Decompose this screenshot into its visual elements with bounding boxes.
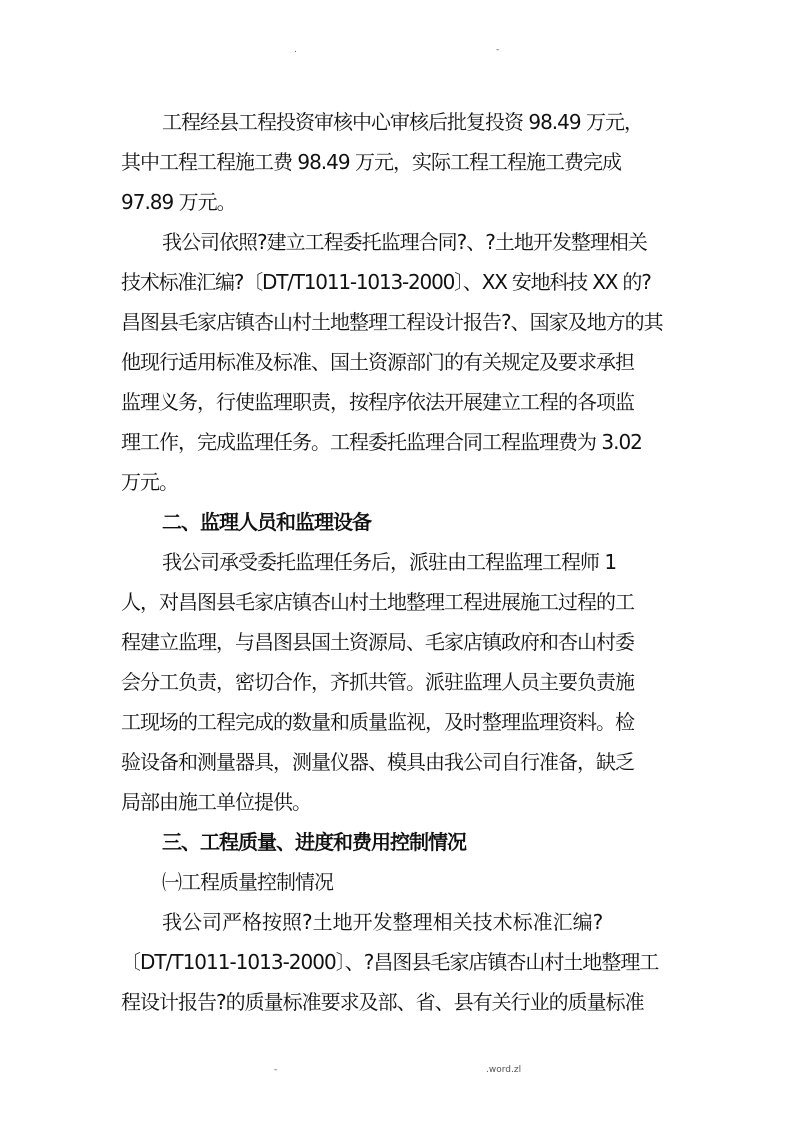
paragraph-line: 工现场的工程完成的数量和质量监视，及时整理监理资料。检	[121, 710, 634, 734]
paragraph-line: 会分工负责，密切合作，齐抓共管。派驻监理人员主要负责施	[121, 670, 634, 694]
paragraph-line: 程设计报告?的质量标准要求及部、省、县有关行业的质量标准	[121, 990, 644, 1014]
paragraph-line: 理工作，完成监理任务。工程委托监理合同工程监理费为 3.02	[121, 430, 642, 454]
paragraph-line: 局部由施工单位提供。	[121, 790, 311, 814]
paragraph-line: 我公司承受委托监理任务后，派驻由工程监理工程师 1	[162, 550, 617, 574]
paragraph-line: 技术标准汇编?〔DT/T1011-1013-2000〕、XX 安地科技 XX 的?	[121, 270, 651, 294]
document-body	[121, 102, 676, 1022]
section-heading: 三、工程质量、进度和费用控制情况	[162, 830, 466, 854]
paragraph-line: 程建立监理，与昌图县国土资源局、毛家店镇政府和杏山村委	[121, 630, 634, 654]
paragraph-line: 97.89 万元。	[121, 190, 236, 214]
subsection-heading: ㈠工程质量控制情况	[162, 870, 333, 894]
paragraph-line: 人，对昌图县毛家店镇杏山村土地整理工程进展施工过程的工	[121, 590, 634, 614]
paragraph-line: 他现行适用标准及标准、国土资源部门的有关规定及要求承担	[121, 350, 634, 374]
paragraph-line: 我公司依照?建立工程委托监理合同?、?土地开发整理相关	[162, 230, 647, 254]
page-footer-right: .word.zl	[486, 1065, 522, 1075]
paragraph-line: 我公司严格按照?土地开发整理相关技术标准汇编?	[162, 910, 604, 934]
paragraph-line: 万元。	[121, 470, 178, 494]
paragraph-line: 监理义务，行使监理职责，按程序依法开展建立工程的各项监	[121, 390, 634, 414]
page-footer-left: -	[274, 1065, 278, 1075]
paragraph-line: 验设备和测量器具，测量仪器、模具由我公司自行准备，缺乏	[121, 750, 634, 774]
page-header-right: -	[496, 45, 500, 55]
paragraph-line: 其中工程工程施工费 98.49 万元，实际工程工程施工费完成	[121, 150, 621, 174]
paragraph-line: 工程经县工程投资审核中心审核后批复投资 98.49 万元，	[162, 110, 643, 134]
section-heading: 二、监理人员和监理设备	[162, 510, 371, 534]
paragraph-line: 昌图县毛家店镇杏山村土地整理工程设计报告?、国家及地方的其	[121, 310, 663, 334]
paragraph-line: 〔DT/T1011-1013-2000〕、?昌图县毛家店镇杏山村土地整理工	[121, 950, 659, 974]
page-header-left: .	[294, 45, 297, 55]
